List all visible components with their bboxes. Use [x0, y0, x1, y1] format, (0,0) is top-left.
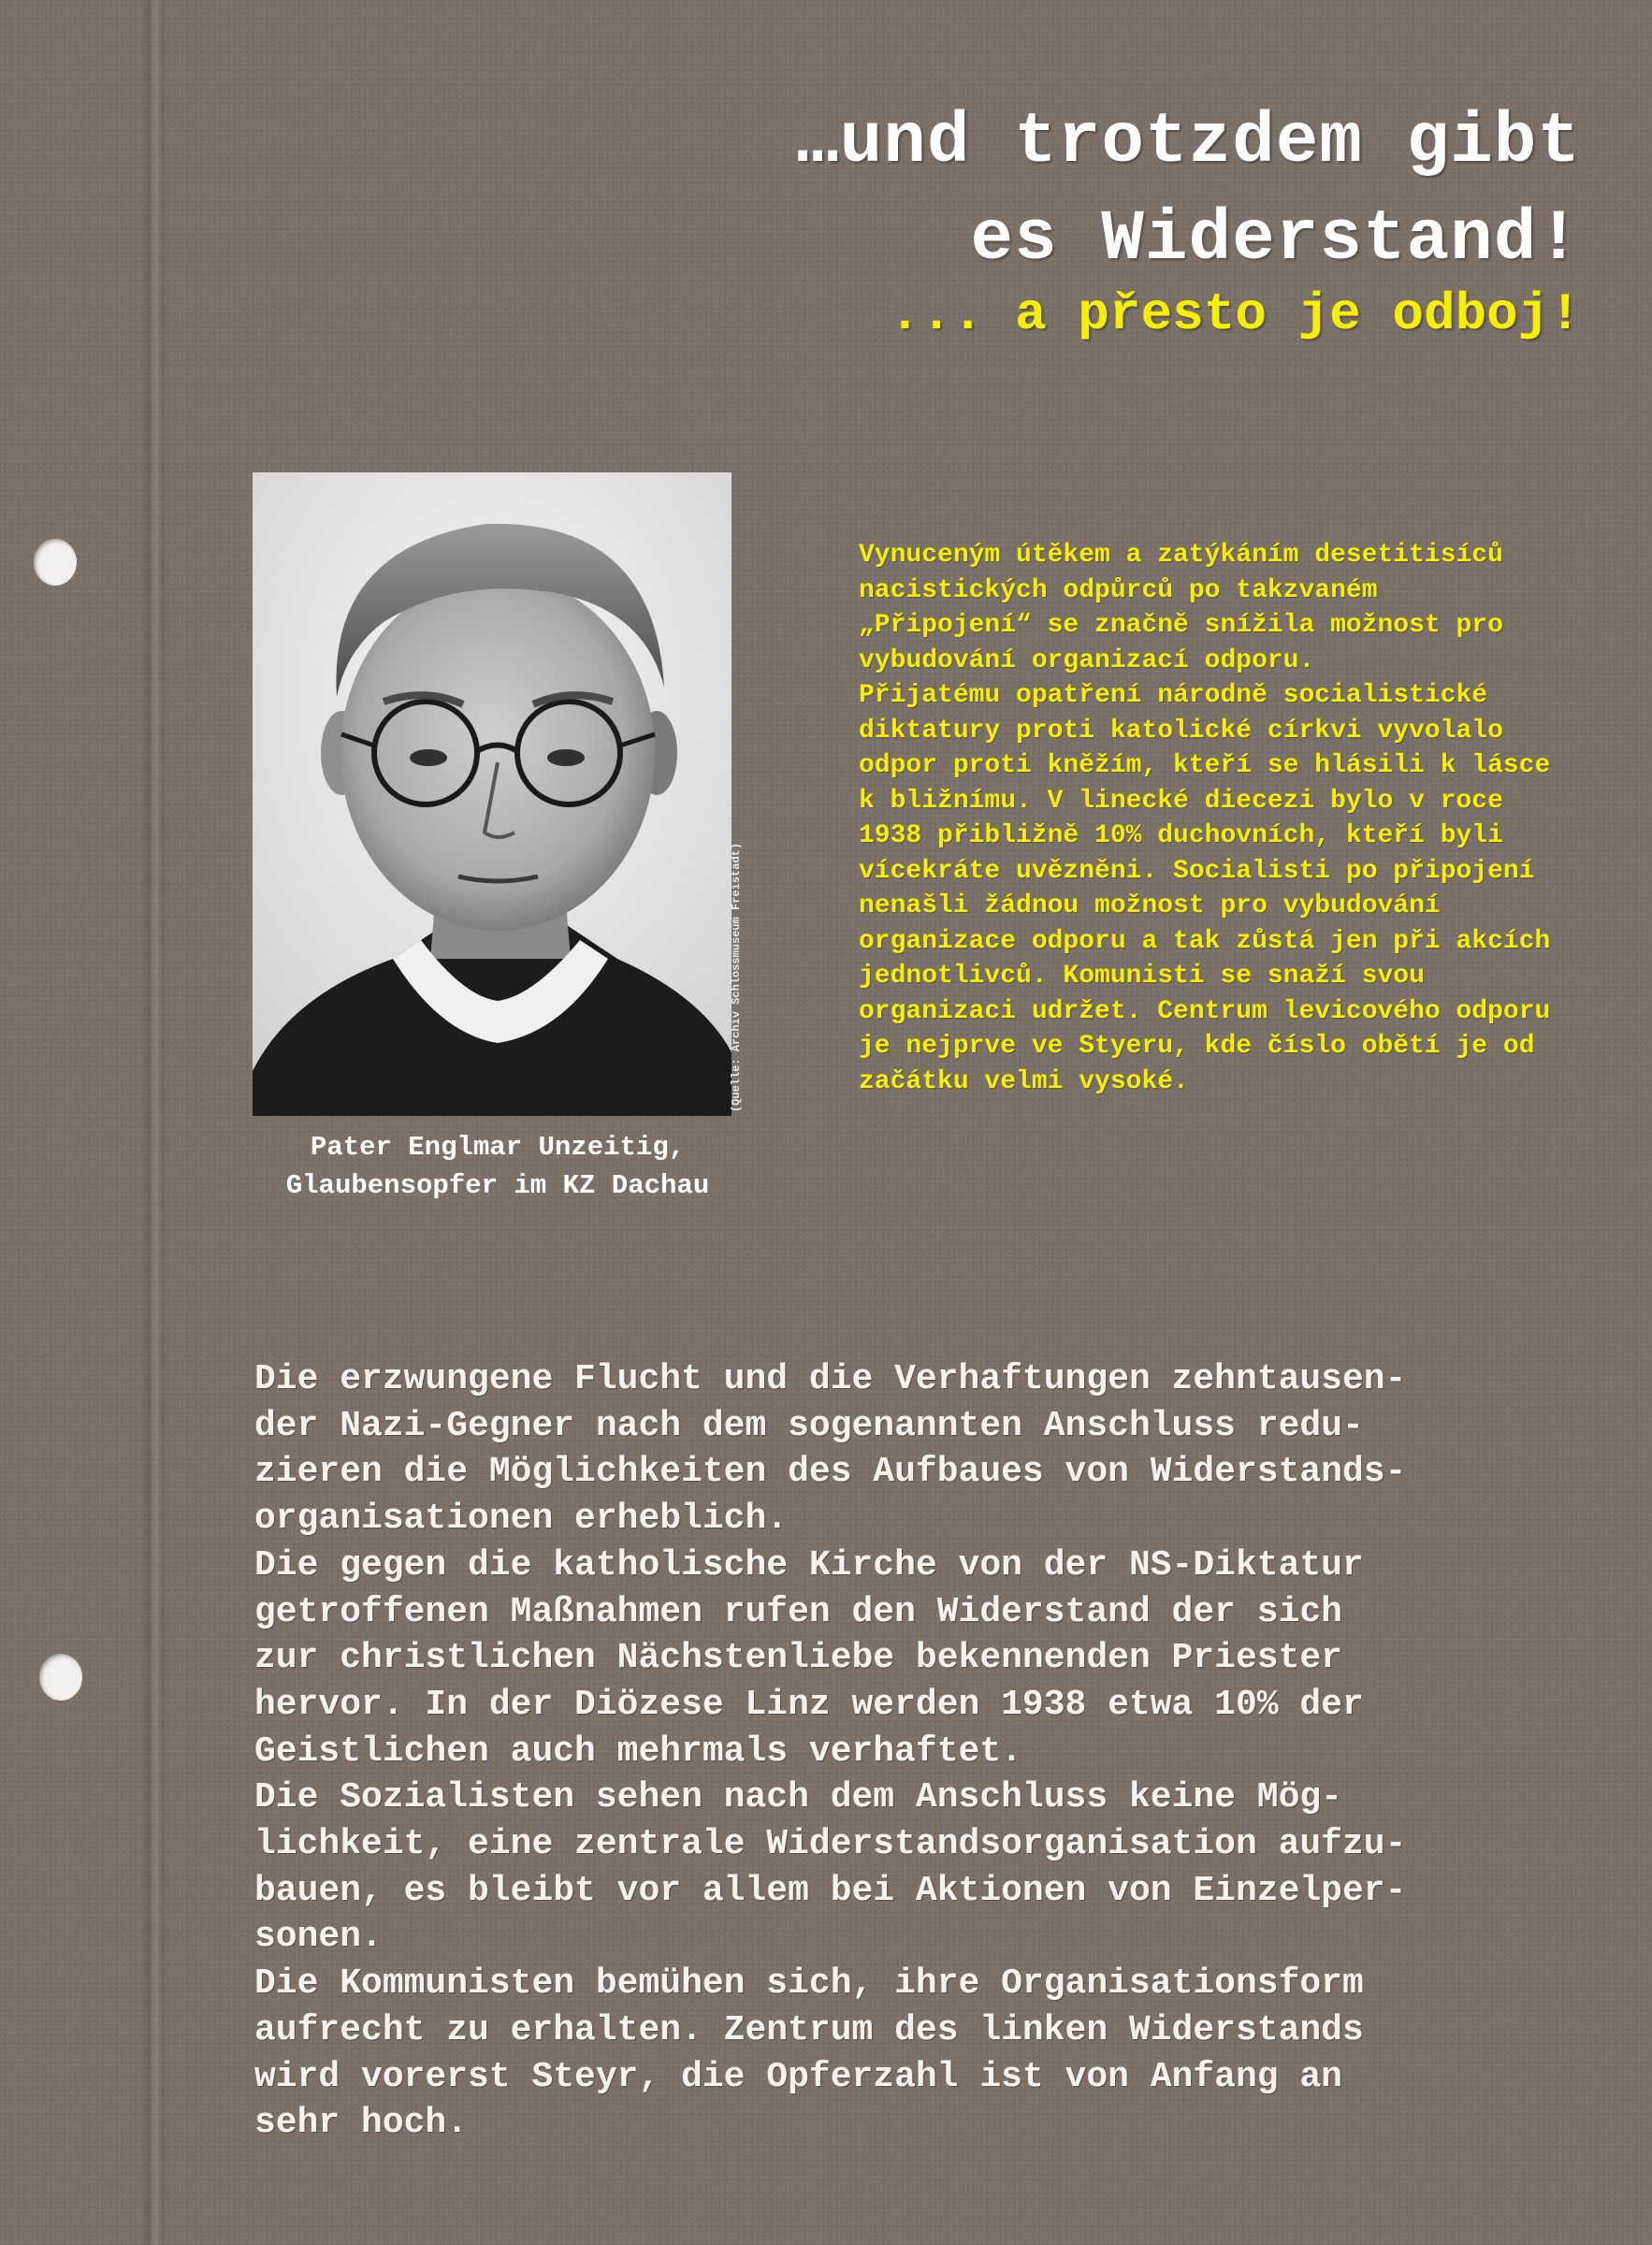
- photo-credit: [726, 753, 750, 1118]
- german-line: Die erzwungene Flucht und die Verhaftungen zehntausen-: [254, 1359, 1407, 1399]
- czech-line: vícekráte uvězněni. Socialisti po připojení: [859, 856, 1535, 886]
- german-line: Die Sozialisten sehen nach dem Anschluss keine Mög-: [254, 1777, 1342, 1818]
- caption-line-2: Glaubensopfer im KZ Dachau: [285, 1170, 710, 1201]
- czech-line: Vynuceným útěkem a zatýkáním desetitisíců: [859, 541, 1503, 570]
- czech-line: nenašli žádnou možnost pro vybudování: [859, 891, 1441, 920]
- punch-hole-top: [34, 539, 77, 586]
- german-line: Die gegen die katholische Kirche von der NS-Diktatur: [254, 1544, 1364, 1586]
- czech-line: je nejprve ve Styeru, kde číslo obětí je od: [859, 1032, 1535, 1061]
- czech-line: Přijatému opatření národně socialistické: [859, 681, 1488, 710]
- page-title: [796, 94, 1581, 288]
- czech-line: organizace odporu a tak zůstá jen při akcích: [859, 926, 1551, 956]
- paper-fold-line: [140, 0, 168, 2245]
- czech-line: diktatury proti katolické církvi vyvolalo: [859, 716, 1503, 746]
- photo-credit-text: (Quelle: Archiv Schlossmuseum Freistadt): [730, 842, 743, 1112]
- german-line: getroffenen Maßnahmen rufen den Widerstand der sich: [254, 1591, 1342, 1632]
- czech-line: začátku velmi vysoké.: [859, 1066, 1189, 1096]
- czech-line: nacistických odpůrců po takzvaném: [859, 575, 1378, 605]
- czech-line: vybudování organizací odporu.: [859, 645, 1315, 675]
- german-line: Die Kommunisten bemühen sich, ihre Organisationsform: [254, 1963, 1364, 2005]
- portrait-photo: [253, 472, 732, 1116]
- german-line: der Nazi-Gegner nach dem sogenannten Anschluss redu-: [254, 1405, 1364, 1446]
- czech-line: jednotlivců. Komunisti se snaží svou: [859, 962, 1425, 991]
- german-line: zieren die Möglichkeiten des Aufbaues von Widerstands-: [254, 1452, 1407, 1493]
- german-line: aufrecht zu erhalten. Zentrum des linken Widerstands: [254, 2009, 1364, 2050]
- german-paragraph: [254, 1356, 1601, 2147]
- czech-line: organizaci udržet. Centrum levicového odporu: [859, 996, 1551, 1026]
- german-line: hervor. In der Diözese Linz werden 1938 etwa 10% der: [254, 1684, 1364, 1725]
- german-line: bauen, es bleibt vor allem bei Aktionen von Einzelper-: [254, 1870, 1407, 1911]
- german-line: sonen.: [254, 1917, 383, 1958]
- german-line: sehr hoch.: [254, 2103, 469, 2144]
- czech-line: odpor proti kněžím, kteří se hlásili k lásce: [859, 751, 1551, 780]
- caption-line-1: Pater Englmar Unzeitig,: [310, 1132, 686, 1163]
- german-line: wird vorerst Steyr, die Opferzahl ist von Anfang an: [254, 2056, 1342, 2097]
- czech-paragraph: [859, 538, 1588, 1099]
- photo-caption: [245, 1128, 750, 1205]
- czech-line: „Připojení“ se značně snížila možnost pro: [859, 611, 1503, 640]
- german-line: zur christlichen Nächstenliebe bekennenden Priester: [254, 1638, 1342, 1679]
- punch-hole-bottom: [39, 1654, 82, 1701]
- czech-line: 1938 přibližně 10% duchovních, kteří byli: [859, 821, 1503, 850]
- title-line-1: …und trotzdem gibt: [796, 102, 1581, 182]
- german-line: Geistlichen auch mehrmals verhaftet.: [254, 1731, 1022, 1772]
- czech-line: k bližnímu. V linecké diecezi bylo v roce: [859, 786, 1503, 816]
- page-subtitle-czech: ... a přesto je odboj!: [889, 284, 1581, 344]
- german-line: organisationen erheblich.: [254, 1499, 789, 1540]
- german-line: lichkeit, eine zentrale Widerstandsorganisation aufzu-: [254, 1824, 1407, 1865]
- title-line-2: es Widerstand!: [970, 199, 1581, 280]
